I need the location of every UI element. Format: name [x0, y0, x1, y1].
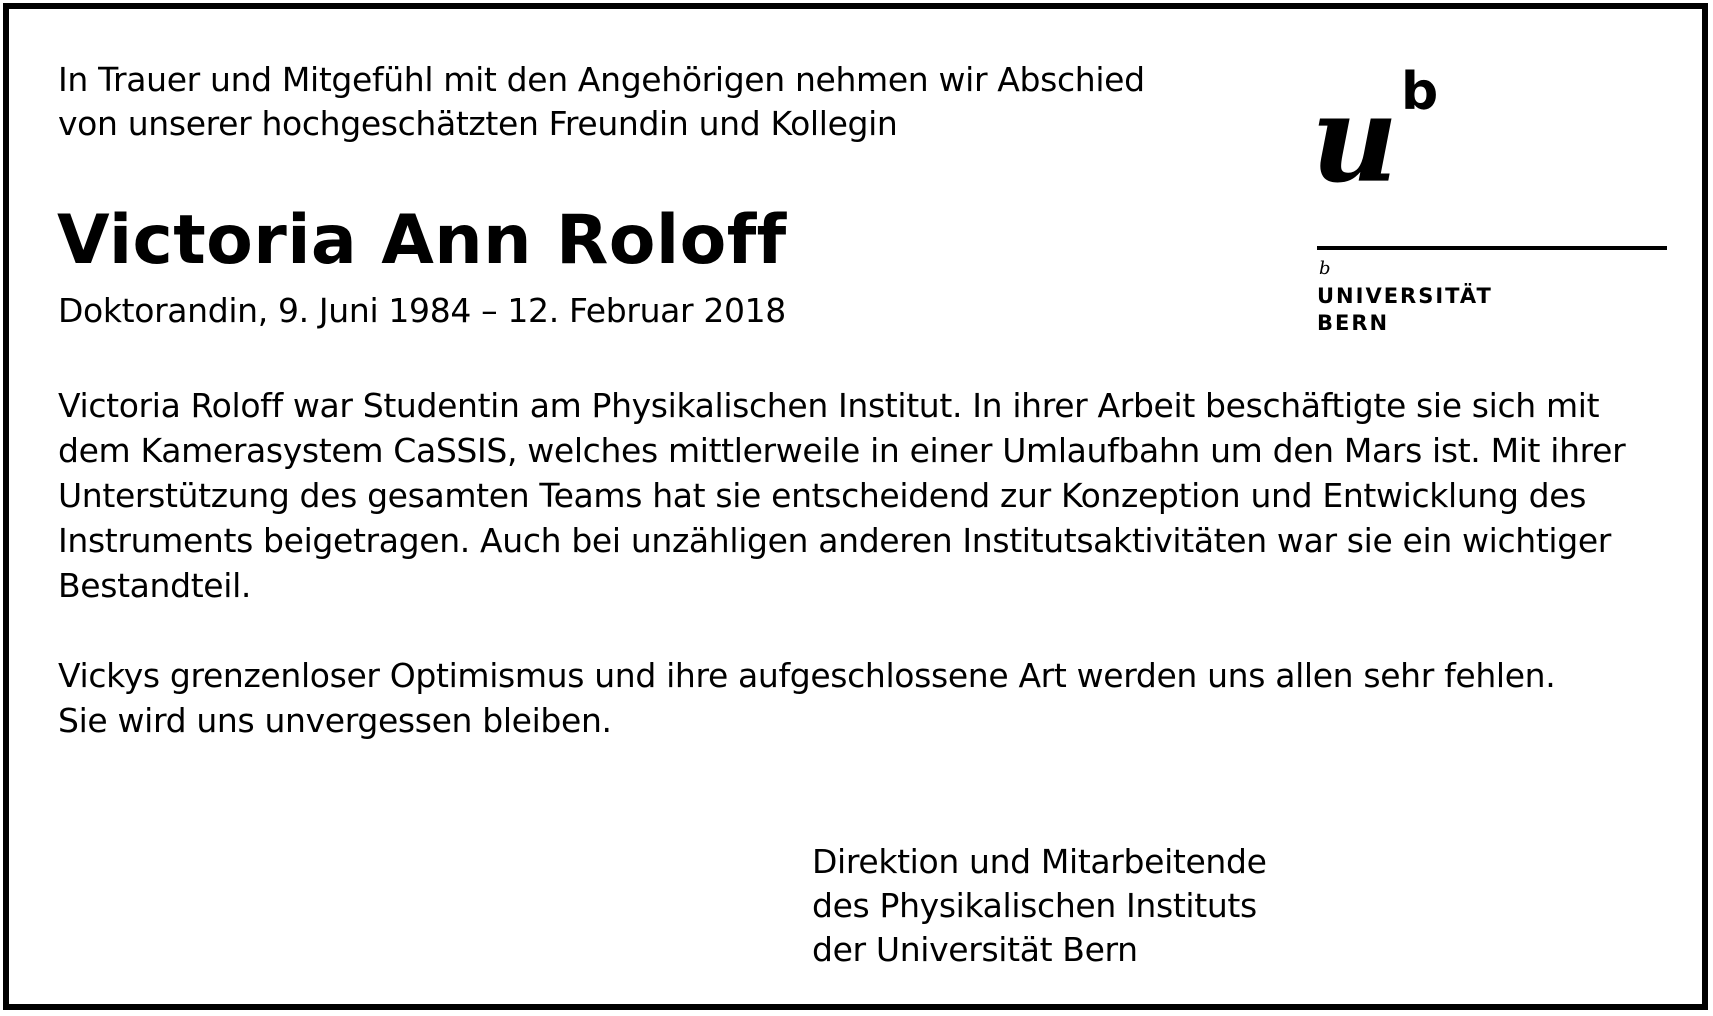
- logo-b-glyph: b: [1401, 69, 1439, 122]
- signature-block: [812, 840, 1267, 972]
- logo-u-glyph: u: [1311, 69, 1399, 210]
- body-line: Victoria Roloff war Studentin am Physikalischen Institut. In ihrer Arbeit beschäftigte sie sich mit: [58, 386, 1600, 425]
- obituary-body: [58, 383, 1625, 743]
- logo-small-b: b: [1319, 258, 1331, 279]
- body-line: Bestandteil.: [58, 566, 252, 605]
- body-line: Unterstützung des gesamten Teams hat sie entscheidend zur Konzeption und Entwicklung des: [58, 476, 1587, 515]
- body-line: Instruments beigetragen. Auch bei unzähligen anderen Institutsaktivitäten war sie ein wichtiger: [58, 521, 1612, 560]
- logo-wordmark: [1317, 283, 1493, 337]
- signature-line: des Physikalischen Instituts: [812, 886, 1257, 925]
- logo-line: UNIVERSITÄT: [1317, 284, 1493, 308]
- role-and-dates: Doktorandin, 9. Juni 1984 – 12. Februar 2018: [58, 291, 786, 330]
- intro-line: von unserer hochgeschätzten Freundin und Kollegin: [58, 104, 898, 143]
- body-paragraph: [58, 653, 1625, 743]
- body-line: Sie wird uns unvergessen bleiben.: [58, 701, 612, 740]
- intro-line: In Trauer und Mitgefühl mit den Angehörigen nehmen wir Abschied: [58, 60, 1145, 99]
- notice-frame: [3, 3, 1708, 1010]
- person-name: Victoria Ann Roloff: [57, 201, 787, 280]
- body-line: Vickys grenzenloser Optimismus und ihre aufgeschlossene Art werden uns allen sehr fehlen.: [58, 656, 1556, 695]
- signature-line: Direktion und Mitarbeitende: [812, 842, 1267, 881]
- logo-divider: [1317, 246, 1667, 250]
- logo-line: BERN: [1317, 311, 1390, 335]
- body-paragraph: [58, 383, 1625, 608]
- university-logo: [1309, 69, 1669, 349]
- ub-logo-mark-icon: [1309, 69, 1669, 249]
- intro-text: [58, 58, 1145, 146]
- signature-line: der Universität Bern: [812, 930, 1138, 969]
- body-line: dem Kamerasystem CaSSIS, welches mittlerweile in einer Umlaufbahn um den Mars ist. Mit ihrer: [58, 431, 1626, 470]
